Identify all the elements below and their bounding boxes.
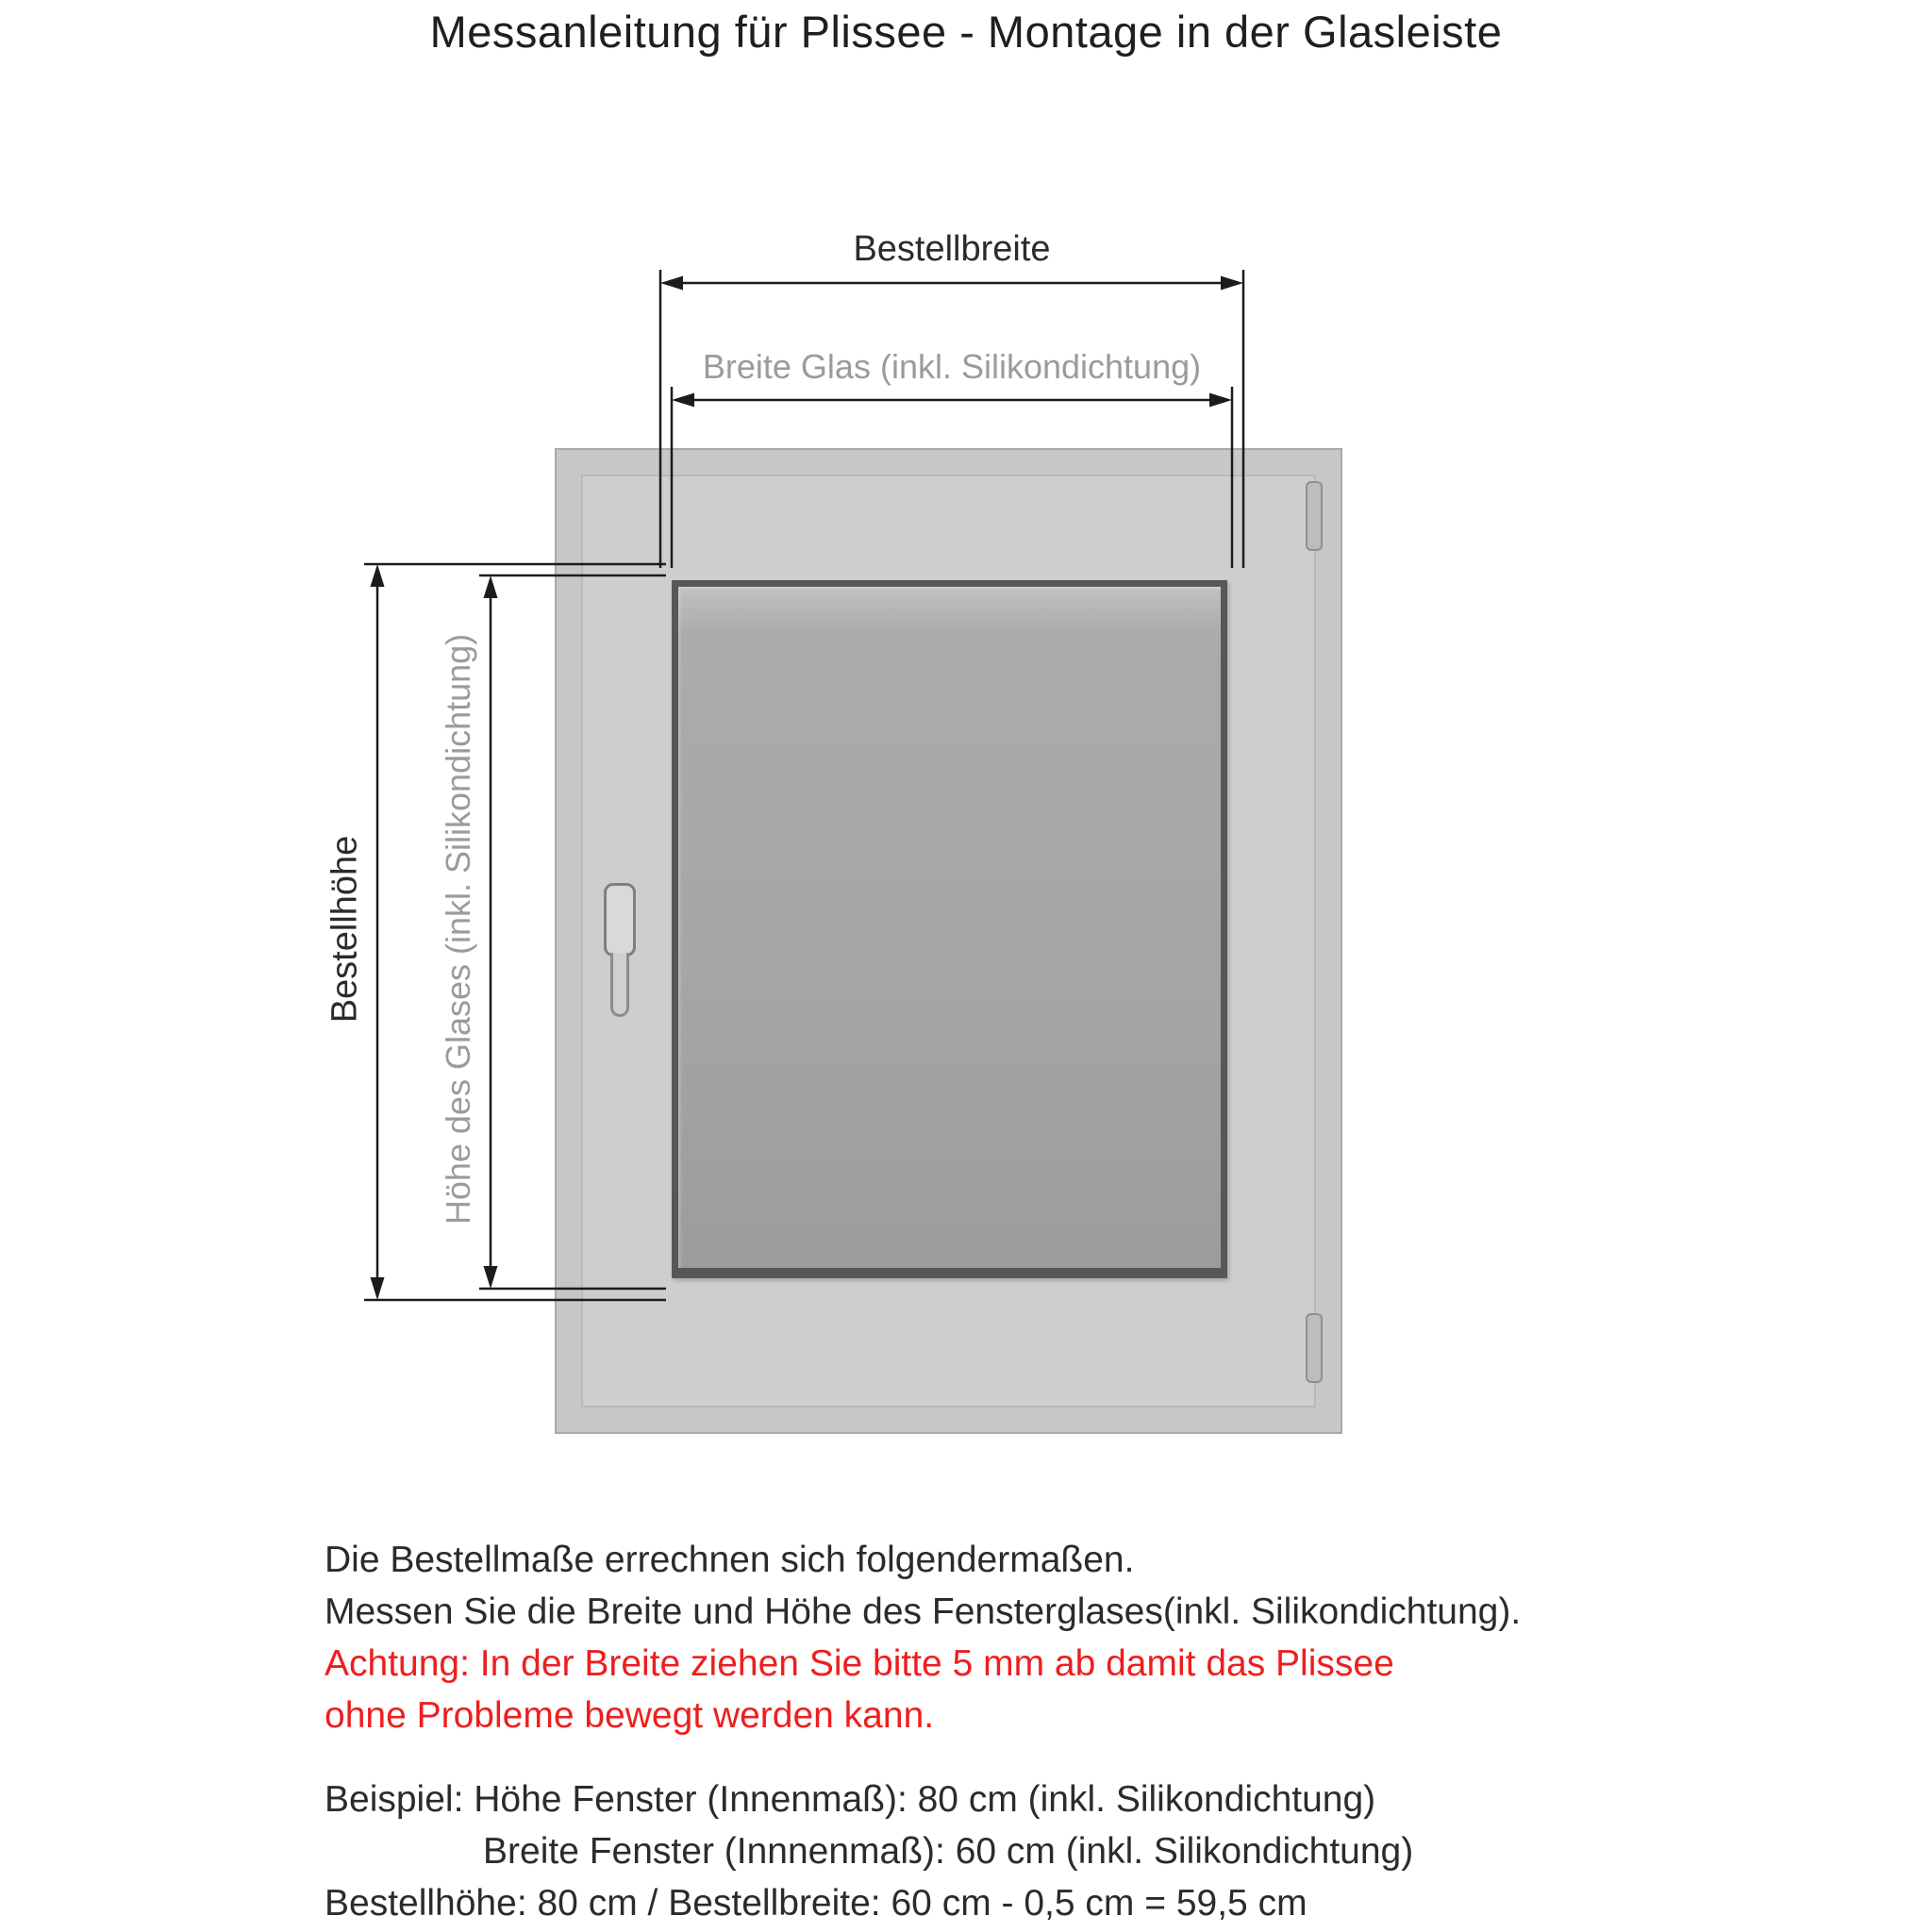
instruction-text-block [325,1534,1521,1929]
example-line-1: Beispiel: Höhe Fenster (Innenmaß): 80 cm (inkl. Silikondichtung) [325,1779,1376,1820]
intro-line-2: Messen Sie die Breite und Höhe des Fensterglases(inkl. Silikondichtung). [325,1591,1522,1632]
order-height-label: Bestellhöhe [325,835,365,1024]
glass-width-label: Breite Glas (inkl. Silikondichtung) [702,347,1202,386]
example-line-3: Bestellhöhe: 80 cm / Bestellbreite: 60 cm - 0,5 cm = 59,5 cm [325,1883,1307,1924]
order-width-label: Bestellbreite [853,229,1051,269]
glass-height-label: Höhe des Glases (inkl. Silikondichtung) [439,633,477,1225]
window-sash [581,475,1316,1407]
intro-line-1: Die Bestellmaße errechnen sich folgendermaßen. [325,1540,1135,1580]
window-hinge-top [1306,481,1323,551]
window-handle-plate [604,883,636,957]
page-title: Messanleitung für Plissee - Montage in der Glasleiste [429,7,1503,57]
text-spacer [325,1741,1521,1774]
window-handle-grip [610,953,629,1017]
warning-line-1: Achtung: In der Breite ziehen Sie bitte 5 mm ab damit das Plissee [325,1643,1394,1684]
window-glass-pane [672,580,1227,1278]
example-line-2: Breite Fenster (Innnenmaß): 60 cm (inkl. Silikondichtung) [483,1831,1414,1872]
warning-line-2: ohne Probleme bewegt werden kann. [325,1695,935,1736]
window-frame [555,448,1342,1434]
window-hinge-bottom [1306,1313,1323,1383]
